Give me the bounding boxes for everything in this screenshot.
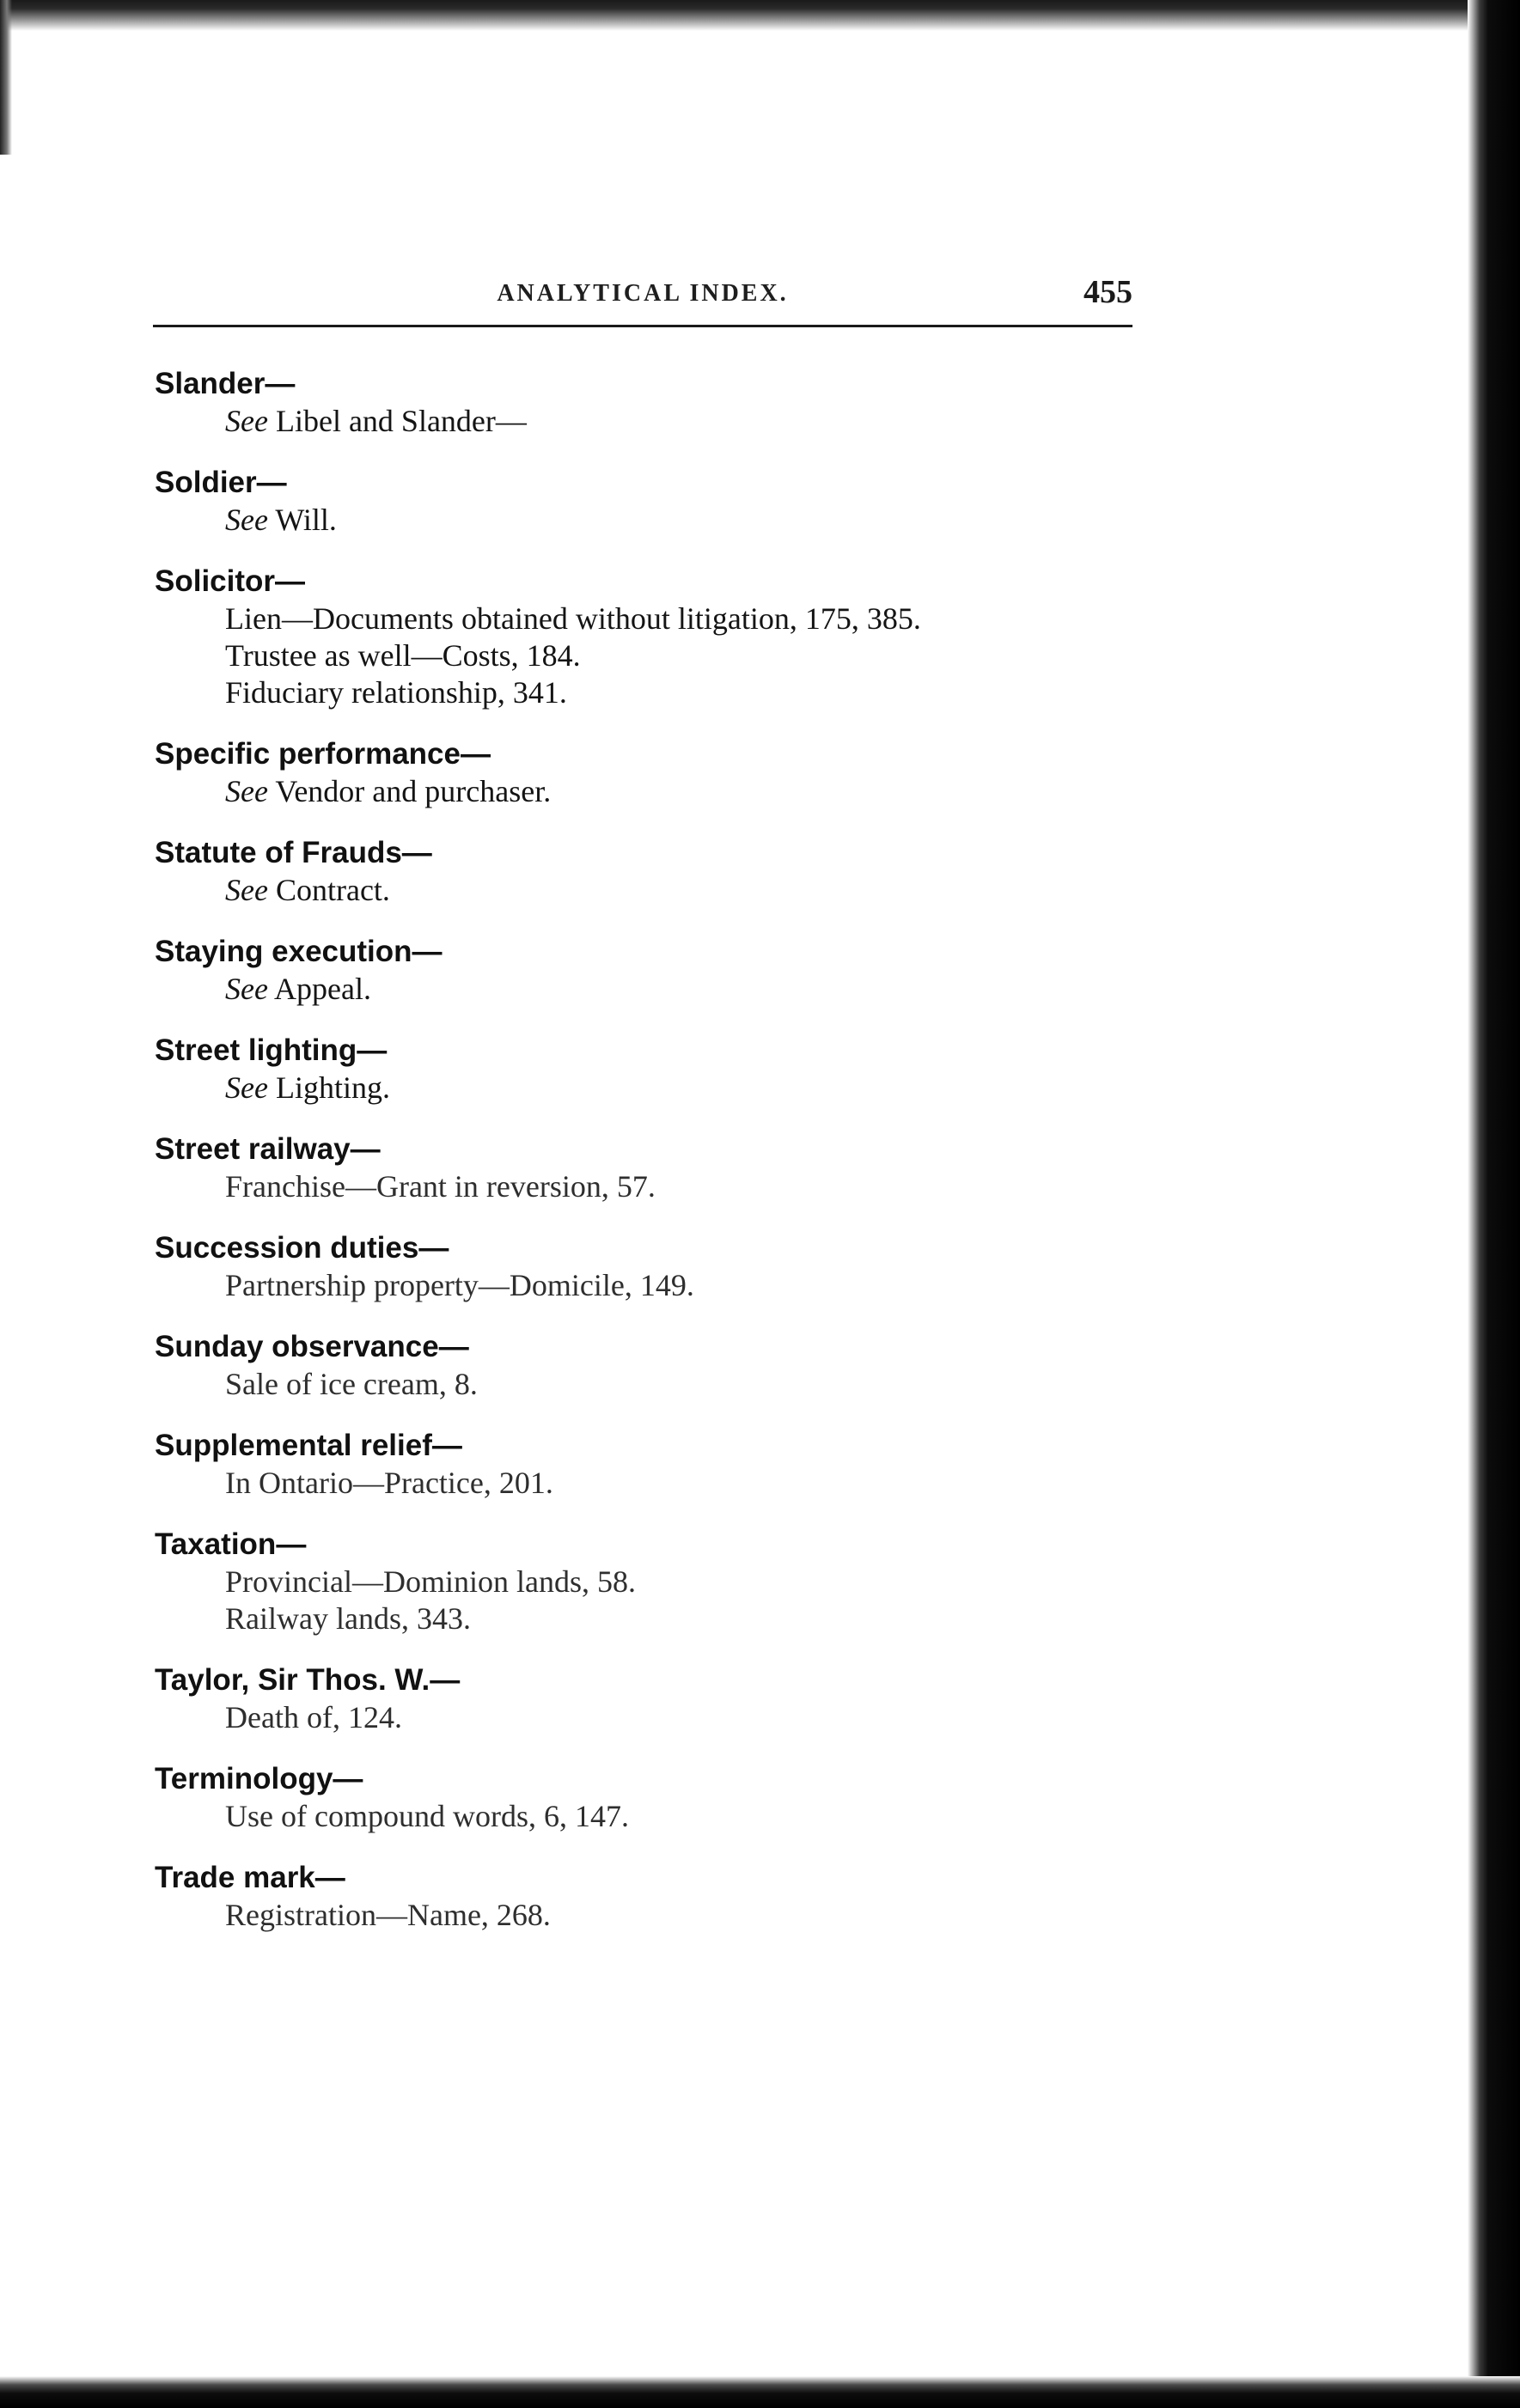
entry-subline bbox=[155, 773, 1169, 810]
subline-text: Lien—Documents obtained without litigation, 175, 385. bbox=[225, 601, 921, 636]
index-entry bbox=[155, 464, 1169, 539]
index-entry bbox=[155, 1328, 1169, 1403]
scan-border-top bbox=[0, 0, 1520, 31]
entry-subline bbox=[155, 971, 1169, 1008]
scan-border-right bbox=[1468, 0, 1520, 2408]
subline-text: Railway lands, 343. bbox=[225, 1601, 471, 1636]
index-entry bbox=[155, 834, 1169, 909]
entry-subline bbox=[155, 403, 1169, 440]
subline-text: Contract. bbox=[267, 873, 390, 907]
subline-text: Provincial—Dominion lands, 58. bbox=[225, 1564, 636, 1599]
scan-border-left bbox=[0, 0, 12, 155]
entry-subline bbox=[155, 1465, 1169, 1502]
entry-heading: Street lighting— bbox=[155, 1033, 388, 1067]
entry-heading: Slander— bbox=[155, 367, 296, 400]
entry-subline bbox=[155, 1798, 1169, 1835]
subline-text: Death of, 124. bbox=[225, 1700, 402, 1734]
entry-heading: Soldier— bbox=[155, 466, 287, 499]
scan-border-bottom bbox=[0, 2376, 1520, 2408]
index-entry bbox=[155, 1427, 1169, 1502]
index-entry bbox=[155, 1661, 1169, 1736]
entry-heading: Staying execution— bbox=[155, 935, 443, 968]
subline-text: Franchise—Grant in reversion, 57. bbox=[225, 1169, 656, 1204]
index-entry-list bbox=[155, 365, 1169, 1958]
index-entry bbox=[155, 933, 1169, 1008]
entry-heading: Supplemental relief— bbox=[155, 1429, 462, 1462]
index-entry bbox=[155, 1859, 1169, 1934]
subline-text: Lighting. bbox=[267, 1070, 390, 1105]
index-entry bbox=[155, 563, 1169, 711]
see-reference-label: See bbox=[225, 1070, 268, 1105]
entry-subline bbox=[155, 1564, 1169, 1600]
entry-heading: Street railway— bbox=[155, 1132, 381, 1166]
entry-subline bbox=[155, 637, 1169, 674]
index-entry bbox=[155, 1760, 1169, 1835]
subline-text: Appeal. bbox=[267, 972, 371, 1006]
see-reference-label: See bbox=[225, 774, 268, 808]
entry-subline bbox=[155, 1366, 1169, 1403]
see-reference-label: See bbox=[225, 873, 268, 907]
entry-heading: Sunday observance— bbox=[155, 1330, 469, 1363]
entry-subline bbox=[155, 600, 1169, 637]
entry-subline bbox=[155, 1267, 1169, 1304]
subline-text: Trustee as well—Costs, 184. bbox=[225, 638, 581, 673]
entry-subline bbox=[155, 1070, 1169, 1106]
index-entry bbox=[155, 1229, 1169, 1304]
entry-heading: Specific performance— bbox=[155, 737, 491, 771]
entry-heading: Trade mark— bbox=[155, 1861, 345, 1894]
entry-subline bbox=[155, 872, 1169, 909]
subline-text: Sale of ice cream, 8. bbox=[225, 1367, 478, 1401]
subline-text: Use of compound words, 6, 147. bbox=[225, 1799, 629, 1833]
header-rule bbox=[153, 325, 1132, 327]
entry-heading: Terminology— bbox=[155, 1762, 363, 1795]
see-reference-label: See bbox=[225, 503, 268, 537]
entry-subline bbox=[155, 1168, 1169, 1205]
entry-heading: Taylor, Sir Thos. W.— bbox=[155, 1663, 461, 1697]
index-entry bbox=[155, 1526, 1169, 1637]
entry-subline bbox=[155, 1897, 1169, 1934]
subline-text: Fiduciary relationship, 341. bbox=[225, 675, 567, 710]
index-entry bbox=[155, 365, 1169, 440]
entry-heading: Succession duties— bbox=[155, 1231, 449, 1265]
index-entry bbox=[155, 1131, 1169, 1205]
subline-text: Will. bbox=[267, 503, 337, 537]
page-number: 455 bbox=[1084, 274, 1132, 310]
subline-text: Partnership property—Domicile, 149. bbox=[225, 1268, 694, 1302]
subline-text: Registration—Name, 268. bbox=[225, 1898, 551, 1932]
entry-heading: Statute of Frauds— bbox=[155, 836, 432, 869]
see-reference-label: See bbox=[225, 404, 268, 438]
entry-subline bbox=[155, 1600, 1169, 1637]
entry-heading: Taxation— bbox=[155, 1527, 307, 1561]
see-reference-label: See bbox=[225, 972, 268, 1006]
subline-text: Vendor and purchaser. bbox=[267, 774, 552, 808]
entry-subline bbox=[155, 502, 1169, 539]
entry-subline bbox=[155, 1699, 1169, 1736]
index-entry bbox=[155, 735, 1169, 810]
entry-subline bbox=[155, 674, 1169, 711]
running-head: ANALYTICAL INDEX. bbox=[497, 280, 789, 307]
subline-text: In Ontario—Practice, 201. bbox=[225, 1466, 553, 1500]
entry-heading: Solicitor— bbox=[155, 564, 306, 598]
subline-text: Libel and Slander— bbox=[267, 404, 527, 438]
page-header bbox=[153, 273, 1132, 325]
index-entry bbox=[155, 1032, 1169, 1106]
